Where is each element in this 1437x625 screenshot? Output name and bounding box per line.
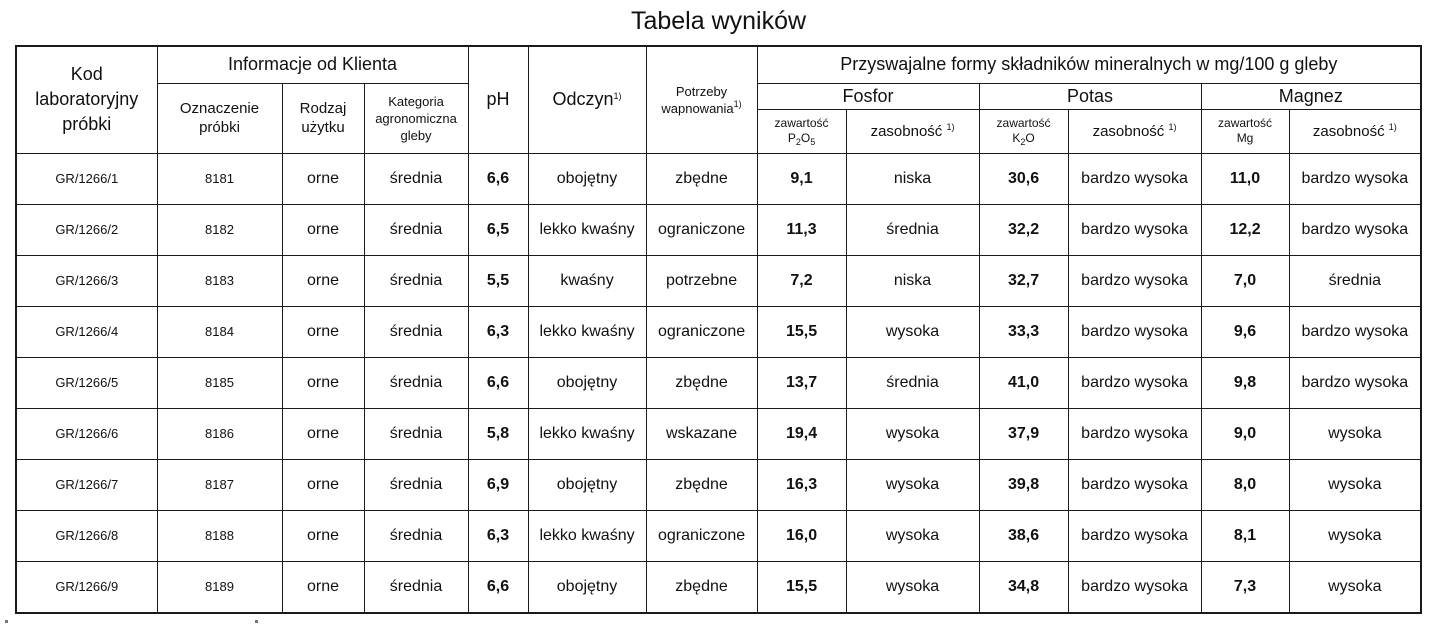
cell-rodzaj: orne — [282, 561, 364, 613]
header-mg-zawartosc: zawartość Mg — [1201, 109, 1289, 153]
cell-ph: 6,6 — [468, 561, 528, 613]
cell-kod: GR/1266/4 — [16, 306, 157, 357]
cell-mg-zawartosc: 12,2 — [1201, 204, 1289, 255]
cell-mg-zasobnosc: wysoka — [1289, 408, 1421, 459]
cell-mg-zasobnosc: bardzo wysoka — [1289, 204, 1421, 255]
cell-ph: 6,9 — [468, 459, 528, 510]
cell-p-zawartosc: 19,4 — [757, 408, 846, 459]
cell-mg-zasobnosc: bardzo wysoka — [1289, 153, 1421, 204]
cell-k-zasobnosc: bardzo wysoka — [1068, 561, 1201, 613]
cell-k-zasobnosc: bardzo wysoka — [1068, 153, 1201, 204]
cell-k-zasobnosc: bardzo wysoka — [1068, 459, 1201, 510]
cell-k-zawartosc: 41,0 — [979, 357, 1068, 408]
cell-p-zasobnosc: średnia — [846, 204, 979, 255]
cell-mg-zasobnosc: średnia — [1289, 255, 1421, 306]
cell-k-zawartosc: 33,3 — [979, 306, 1068, 357]
cell-rodzaj: orne — [282, 408, 364, 459]
cell-mg-zasobnosc: bardzo wysoka — [1289, 306, 1421, 357]
cell-p-zasobnosc: średnia — [846, 357, 979, 408]
cell-p-zawartosc: 9,1 — [757, 153, 846, 204]
header-kategoria: Kategoria agronomiczna gleby — [364, 83, 468, 153]
cell-kategoria: średnia — [364, 153, 468, 204]
cell-oznaczenie: 8184 — [157, 306, 282, 357]
cell-ph: 6,6 — [468, 153, 528, 204]
cell-potrzeby: zbędne — [646, 561, 757, 613]
header-ph: pH — [468, 46, 528, 153]
cell-p-zawartosc: 16,3 — [757, 459, 846, 510]
cell-potrzeby: potrzebne — [646, 255, 757, 306]
cell-mg-zawartosc: 8,1 — [1201, 510, 1289, 561]
cell-rodzaj: orne — [282, 306, 364, 357]
header-info-group: Informacje od Klienta — [157, 46, 468, 83]
cell-k-zawartosc: 34,8 — [979, 561, 1068, 613]
cell-p-zawartosc: 16,0 — [757, 510, 846, 561]
cell-k-zasobnosc: bardzo wysoka — [1068, 204, 1201, 255]
cell-k-zawartosc: 30,6 — [979, 153, 1068, 204]
cell-k-zawartosc: 37,9 — [979, 408, 1068, 459]
cell-k-zawartosc: 32,2 — [979, 204, 1068, 255]
cell-kod: GR/1266/3 — [16, 255, 157, 306]
cell-kod: GR/1266/9 — [16, 561, 157, 613]
cell-kategoria: średnia — [364, 204, 468, 255]
cell-kod: GR/1266/6 — [16, 408, 157, 459]
results-table — [15, 45, 1422, 614]
cell-p-zasobnosc: wysoka — [846, 561, 979, 613]
header-minerals-group: Przyswajalne formy składników mineralnych w mg/100 g gleby — [757, 46, 1421, 83]
header-potrzeby: Potrzeby wapnowania$^{1)}$ — [646, 46, 757, 153]
cell-p-zasobnosc: wysoka — [846, 306, 979, 357]
cell-ph: 6,6 — [468, 357, 528, 408]
table-row — [16, 306, 1421, 357]
cell-kategoria: średnia — [364, 255, 468, 306]
cell-p-zawartosc: 11,3 — [757, 204, 846, 255]
cell-p-zawartosc: 15,5 — [757, 561, 846, 613]
header-magnez: Magnez — [1201, 83, 1421, 109]
cell-rodzaj: orne — [282, 255, 364, 306]
cell-kategoria: średnia — [364, 561, 468, 613]
cell-kategoria: średnia — [364, 357, 468, 408]
cell-rodzaj: orne — [282, 153, 364, 204]
cell-p-zawartosc: 15,5 — [757, 306, 846, 357]
cell-oznaczenie: 8182 — [157, 204, 282, 255]
cell-odczyn: obojętny — [528, 357, 646, 408]
cell-mg-zawartosc: 11,0 — [1201, 153, 1289, 204]
cell-ph: 5,8 — [468, 408, 528, 459]
cell-potrzeby: ograniczone — [646, 306, 757, 357]
header-k-zawartosc: zawartość $K_2O$ — [979, 109, 1068, 153]
cell-ph: 5,5 — [468, 255, 528, 306]
cell-mg-zawartosc: 7,3 — [1201, 561, 1289, 613]
table-row — [16, 204, 1421, 255]
cell-k-zawartosc: 38,6 — [979, 510, 1068, 561]
cell-mg-zasobnosc: wysoka — [1289, 459, 1421, 510]
cell-potrzeby: zbędne — [646, 153, 757, 204]
header-fosfor: Fosfor — [757, 83, 979, 109]
cell-kategoria: średnia — [364, 459, 468, 510]
header-kod: Kod laboratoryjny próbki — [16, 46, 157, 153]
cell-odczyn: lekko kwaśny — [528, 408, 646, 459]
page-title: Tabela wyników — [630, 7, 807, 35]
cell-kod: GR/1266/8 — [16, 510, 157, 561]
cell-potrzeby: zbędne — [646, 459, 757, 510]
cell-kod: GR/1266/7 — [16, 459, 157, 510]
cell-mg-zawartosc: 8,0 — [1201, 459, 1289, 510]
cell-oznaczenie: 8188 — [157, 510, 282, 561]
cell-k-zasobnosc: bardzo wysoka — [1068, 357, 1201, 408]
cell-mg-zasobnosc: bardzo wysoka — [1289, 357, 1421, 408]
cell-potrzeby: ograniczone — [646, 510, 757, 561]
footer-crop — [0, 618, 300, 625]
header-p-zasobnosc: zasobność $^{1)}$ — [846, 109, 979, 153]
header-mg-zasobnosc: zasobność $^{1)}$ — [1289, 109, 1421, 153]
cell-odczyn: lekko kwaśny — [528, 510, 646, 561]
cell-p-zawartosc: 7,2 — [757, 255, 846, 306]
cell-p-zasobnosc: wysoka — [846, 459, 979, 510]
cell-k-zasobnosc: bardzo wysoka — [1068, 510, 1201, 561]
cell-rodzaj: orne — [282, 357, 364, 408]
cell-oznaczenie: 8183 — [157, 255, 282, 306]
cell-k-zawartosc: 32,7 — [979, 255, 1068, 306]
cell-oznaczenie: 8187 — [157, 459, 282, 510]
header-k-zasobnosc: zasobność $^{1)}$ — [1068, 109, 1201, 153]
cell-odczyn: obojętny — [528, 561, 646, 613]
cell-rodzaj: orne — [282, 459, 364, 510]
cell-mg-zawartosc: 9,6 — [1201, 306, 1289, 357]
cell-potrzeby: zbędne — [646, 357, 757, 408]
table-row — [16, 153, 1421, 204]
header-potas: Potas — [979, 83, 1201, 109]
cell-mg-zawartosc: 9,8 — [1201, 357, 1289, 408]
cell-oznaczenie: 8186 — [157, 408, 282, 459]
cell-p-zasobnosc: niska — [846, 255, 979, 306]
cell-mg-zawartosc: 7,0 — [1201, 255, 1289, 306]
cell-kategoria: średnia — [364, 306, 468, 357]
cell-oznaczenie: 8189 — [157, 561, 282, 613]
cell-kod: GR/1266/5 — [16, 357, 157, 408]
cell-p-zasobnosc: niska — [846, 153, 979, 204]
header-oznaczenie: Oznaczenie próbki — [157, 83, 282, 153]
cell-kategoria: średnia — [364, 510, 468, 561]
cell-kategoria: średnia — [364, 408, 468, 459]
table-row — [16, 561, 1421, 613]
cell-potrzeby: ograniczone — [646, 204, 757, 255]
cell-k-zasobnosc: bardzo wysoka — [1068, 306, 1201, 357]
cell-k-zawartosc: 39,8 — [979, 459, 1068, 510]
cell-odczyn: obojętny — [528, 459, 646, 510]
cell-odczyn: lekko kwaśny — [528, 204, 646, 255]
cell-rodzaj: orne — [282, 204, 364, 255]
cell-kod: GR/1266/1 — [16, 153, 157, 204]
cell-odczyn: lekko kwaśny — [528, 306, 646, 357]
cell-mg-zawartosc: 9,0 — [1201, 408, 1289, 459]
header-odczyn: Odczyn$^{1)}$ — [528, 46, 646, 153]
cell-oznaczenie: 8181 — [157, 153, 282, 204]
table-row — [16, 255, 1421, 306]
cell-rodzaj: orne — [282, 510, 364, 561]
cell-mg-zasobnosc: wysoka — [1289, 561, 1421, 613]
cell-ph: 6,3 — [468, 306, 528, 357]
cell-odczyn: kwaśny — [528, 255, 646, 306]
cell-odczyn: obojętny — [528, 153, 646, 204]
cell-ph: 6,5 — [468, 204, 528, 255]
cell-kod: GR/1266/2 — [16, 204, 157, 255]
table-row — [16, 408, 1421, 459]
cell-p-zasobnosc: wysoka — [846, 408, 979, 459]
header-rodzaj: Rodzaj użytku — [282, 83, 364, 153]
cell-oznaczenie: 8185 — [157, 357, 282, 408]
cell-potrzeby: wskazane — [646, 408, 757, 459]
cell-p-zasobnosc: wysoka — [846, 510, 979, 561]
table-row — [16, 357, 1421, 408]
cell-p-zawartosc: 13,7 — [757, 357, 846, 408]
cell-mg-zasobnosc: wysoka — [1289, 510, 1421, 561]
cell-k-zasobnosc: bardzo wysoka — [1068, 255, 1201, 306]
cell-k-zasobnosc: bardzo wysoka — [1068, 408, 1201, 459]
cell-ph: 6,3 — [468, 510, 528, 561]
table-row — [16, 459, 1421, 510]
table-row — [16, 510, 1421, 561]
header-p-zawartosc: zawartość $P_2O_5$ — [757, 109, 846, 153]
